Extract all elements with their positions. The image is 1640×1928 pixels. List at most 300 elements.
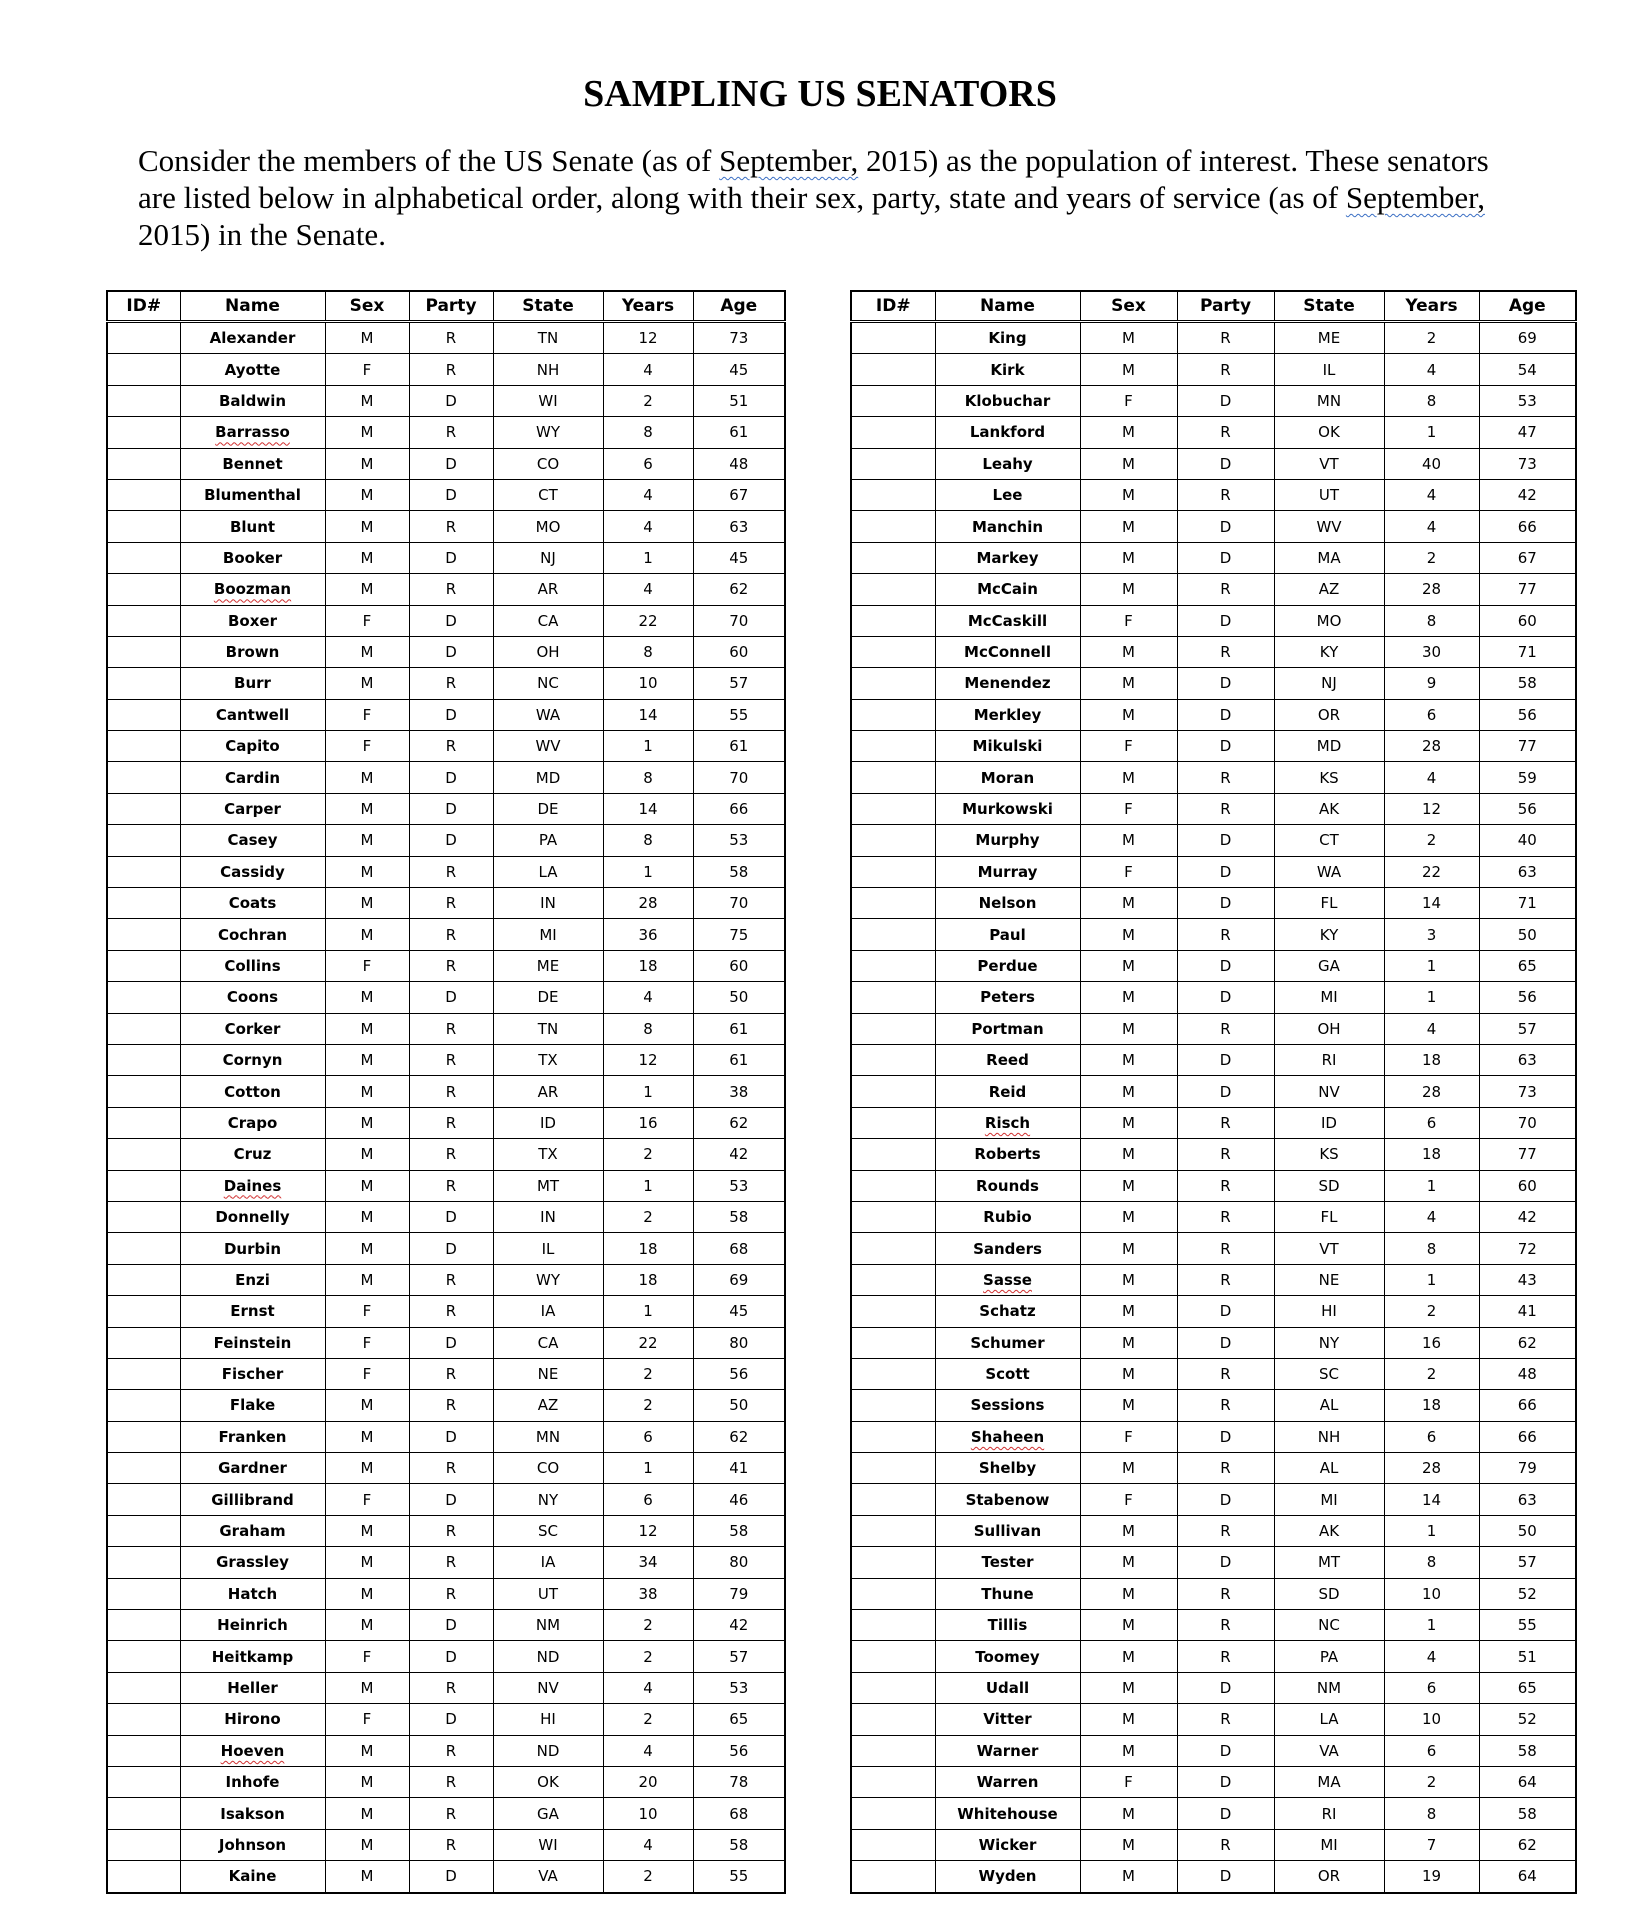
- cell-name: Capito: [180, 731, 325, 762]
- cell-name: Whitehouse: [935, 1798, 1080, 1829]
- cell-years: 1: [1384, 982, 1479, 1013]
- cell-party: R: [409, 950, 493, 981]
- cell-age: 80: [693, 1547, 785, 1578]
- column-header-age: Age: [693, 291, 785, 322]
- cell-sex: M: [1080, 1076, 1177, 1107]
- cell-sex: M: [325, 793, 409, 824]
- cell-name: Graham: [180, 1515, 325, 1546]
- cell-party: R: [1177, 919, 1274, 950]
- cell-party: D: [1177, 668, 1274, 699]
- cell-sex: F: [325, 950, 409, 981]
- table-header-row: [107, 291, 785, 322]
- cell-name: Moran: [935, 762, 1080, 793]
- cell-state: TN: [493, 1013, 603, 1044]
- cell-sex: M: [1080, 950, 1177, 981]
- cell-age: 64: [1479, 1861, 1576, 1893]
- cell-name: Roberts: [935, 1139, 1080, 1170]
- cell-sex: M: [325, 1201, 409, 1232]
- cell-age: 57: [1479, 1547, 1576, 1578]
- cell-party: R: [409, 417, 493, 448]
- cell-state: NY: [1274, 1327, 1384, 1358]
- table-row: [851, 574, 1576, 605]
- table-row: [851, 1453, 1576, 1484]
- cell-sex: M: [325, 511, 409, 542]
- cell-sex: M: [325, 448, 409, 479]
- table-row: [107, 888, 785, 919]
- column-header-name: Name: [935, 291, 1080, 322]
- table-row: [107, 950, 785, 981]
- cell-name: Burr: [180, 668, 325, 699]
- cell-years: 4: [603, 1672, 693, 1703]
- cell-age: 80: [693, 1327, 785, 1358]
- table-row: [107, 1327, 785, 1358]
- cell-party: D: [1177, 1672, 1274, 1703]
- table-row: [851, 605, 1576, 636]
- cell-state: IL: [493, 1233, 603, 1264]
- cell-age: 47: [1479, 417, 1576, 448]
- cell-sex: M: [1080, 1044, 1177, 1075]
- cell-state: AL: [1274, 1390, 1384, 1421]
- cell-state: ID: [493, 1107, 603, 1138]
- cell-years: 16: [1384, 1327, 1479, 1358]
- cell-state: GA: [493, 1798, 603, 1829]
- cell-name: Cantwell: [180, 699, 325, 730]
- cell-age: 60: [1479, 605, 1576, 636]
- cell-years: 10: [1384, 1578, 1479, 1609]
- table-row: [851, 385, 1576, 416]
- cell-party: D: [1177, 699, 1274, 730]
- cell-state: OR: [1274, 1861, 1384, 1893]
- table-row: [851, 919, 1576, 950]
- cell-party: R: [409, 354, 493, 385]
- cell-id: [107, 1013, 180, 1044]
- table-row: [851, 731, 1576, 762]
- cell-name: Carper: [180, 793, 325, 824]
- cell-party: D: [1177, 1484, 1274, 1515]
- cell-id: [851, 919, 935, 950]
- cell-state: SC: [493, 1515, 603, 1546]
- cell-party: D: [1177, 950, 1274, 981]
- cell-age: 50: [693, 1390, 785, 1421]
- cell-name: Stabenow: [935, 1484, 1080, 1515]
- table-row: [107, 1861, 785, 1893]
- cell-age: 56: [1479, 982, 1576, 1013]
- cell-id: [851, 1421, 935, 1452]
- cell-name: Daines: [180, 1170, 325, 1201]
- cell-sex: M: [325, 542, 409, 573]
- cell-state: MD: [1274, 731, 1384, 762]
- cell-age: 56: [1479, 699, 1576, 730]
- table-row: [851, 1484, 1576, 1515]
- cell-sex: F: [1080, 856, 1177, 887]
- cell-id: [107, 668, 180, 699]
- cell-years: 4: [1384, 1201, 1479, 1232]
- cell-party: D: [1177, 888, 1274, 919]
- cell-sex: M: [1080, 1170, 1177, 1201]
- cell-years: 12: [603, 1044, 693, 1075]
- cell-name: Sanders: [935, 1233, 1080, 1264]
- cell-state: VA: [493, 1861, 603, 1893]
- cell-sex: M: [1080, 919, 1177, 950]
- cell-party: D: [1177, 1861, 1274, 1893]
- cell-name: Corker: [180, 1013, 325, 1044]
- cell-name: Donnelly: [180, 1201, 325, 1232]
- cell-name: Murkowski: [935, 793, 1080, 824]
- cell-years: 30: [1384, 636, 1479, 667]
- cell-age: 58: [693, 1515, 785, 1546]
- cell-name: Sasse: [935, 1264, 1080, 1295]
- table-row: [107, 1578, 785, 1609]
- cell-sex: F: [1080, 385, 1177, 416]
- cell-party: D: [1177, 511, 1274, 542]
- cell-name: King: [935, 322, 1080, 354]
- cell-id: [851, 950, 935, 981]
- cell-state: OR: [1274, 699, 1384, 730]
- cell-state: PA: [493, 825, 603, 856]
- cell-party: R: [409, 1735, 493, 1766]
- cell-name: Feinstein: [180, 1327, 325, 1358]
- cell-age: 60: [693, 636, 785, 667]
- cell-party: R: [1177, 479, 1274, 510]
- cell-years: 4: [603, 982, 693, 1013]
- cell-id: [851, 1484, 935, 1515]
- cell-age: 57: [1479, 1013, 1576, 1044]
- cell-id: [851, 825, 935, 856]
- cell-party: R: [1177, 636, 1274, 667]
- cell-party: R: [1177, 1170, 1274, 1201]
- cell-name: Perdue: [935, 950, 1080, 981]
- cell-sex: M: [325, 888, 409, 919]
- cell-party: R: [1177, 1013, 1274, 1044]
- cell-sex: F: [325, 1296, 409, 1327]
- cell-id: [107, 1076, 180, 1107]
- cell-years: 6: [1384, 1672, 1479, 1703]
- cell-sex: M: [325, 1421, 409, 1452]
- table-row: [107, 1076, 785, 1107]
- column-header-name: Name: [180, 291, 325, 322]
- cell-name: Shaheen: [935, 1421, 1080, 1452]
- table-row: [851, 699, 1576, 730]
- cell-id: [851, 762, 935, 793]
- cell-age: 63: [693, 511, 785, 542]
- cell-state: CO: [493, 1453, 603, 1484]
- cell-id: [107, 731, 180, 762]
- cell-id: [107, 1672, 180, 1703]
- cell-years: 6: [1384, 699, 1479, 730]
- cell-name: Brown: [180, 636, 325, 667]
- cell-name: McCain: [935, 574, 1080, 605]
- cell-name: Nelson: [935, 888, 1080, 919]
- table-row: [107, 354, 785, 385]
- cell-years: 16: [603, 1107, 693, 1138]
- cell-years: 14: [603, 699, 693, 730]
- cell-name: Collins: [180, 950, 325, 981]
- cell-id: [851, 385, 935, 416]
- cell-id: [851, 1076, 935, 1107]
- cell-years: 20: [603, 1766, 693, 1797]
- cell-sex: M: [1080, 888, 1177, 919]
- cell-sex: M: [1080, 1453, 1177, 1484]
- cell-years: 10: [603, 1798, 693, 1829]
- cell-id: [851, 1139, 935, 1170]
- cell-id: [107, 1484, 180, 1515]
- cell-state: WV: [1274, 511, 1384, 542]
- cell-name: Rubio: [935, 1201, 1080, 1232]
- cell-id: [107, 1139, 180, 1170]
- cell-sex: F: [325, 1358, 409, 1389]
- cell-age: 68: [693, 1233, 785, 1264]
- cell-name: Murray: [935, 856, 1080, 887]
- cell-id: [107, 542, 180, 573]
- table-row: [107, 1233, 785, 1264]
- cell-age: 40: [1479, 825, 1576, 856]
- cell-state: OK: [493, 1766, 603, 1797]
- cell-id: [851, 982, 935, 1013]
- cell-age: 62: [693, 574, 785, 605]
- cell-id: [851, 1233, 935, 1264]
- cell-age: 61: [693, 1044, 785, 1075]
- table-row: [107, 919, 785, 950]
- cell-sex: F: [1080, 793, 1177, 824]
- table-row: [851, 1201, 1576, 1232]
- cell-age: 42: [1479, 479, 1576, 510]
- cell-years: 8: [1384, 605, 1479, 636]
- cell-state: AK: [1274, 793, 1384, 824]
- cell-name: Cruz: [180, 1139, 325, 1170]
- intro-text-1: Consider the members of the US Senate (as of: [138, 143, 720, 178]
- cell-party: R: [409, 1107, 493, 1138]
- column-header-age: Age: [1479, 291, 1576, 322]
- cell-sex: F: [325, 354, 409, 385]
- cell-name: Wyden: [935, 1861, 1080, 1893]
- cell-name: Durbin: [180, 1233, 325, 1264]
- cell-name: Gillibrand: [180, 1484, 325, 1515]
- cell-state: KY: [1274, 919, 1384, 950]
- cell-id: [107, 762, 180, 793]
- cell-name: Cotton: [180, 1076, 325, 1107]
- table-row: [851, 417, 1576, 448]
- cell-id: [851, 1390, 935, 1421]
- cell-sex: M: [325, 856, 409, 887]
- cell-party: D: [1177, 825, 1274, 856]
- cell-state: MA: [1274, 542, 1384, 573]
- cell-party: R: [409, 919, 493, 950]
- cell-years: 2: [603, 1704, 693, 1735]
- cell-name: Grassley: [180, 1547, 325, 1578]
- cell-years: 4: [603, 1829, 693, 1860]
- cell-age: 43: [1479, 1264, 1576, 1295]
- cell-state: NC: [493, 668, 603, 699]
- cell-age: 46: [693, 1484, 785, 1515]
- cell-sex: F: [325, 1484, 409, 1515]
- table-row: [851, 1766, 1576, 1797]
- cell-party: R: [1177, 1704, 1274, 1735]
- cell-id: [851, 1672, 935, 1703]
- cell-sex: M: [325, 1515, 409, 1546]
- cell-years: 18: [1384, 1139, 1479, 1170]
- cell-years: 12: [603, 322, 693, 354]
- cell-party: D: [409, 793, 493, 824]
- cell-years: 8: [603, 1013, 693, 1044]
- cell-sex: M: [325, 1076, 409, 1107]
- cell-sex: M: [1080, 542, 1177, 573]
- cell-name: Gardner: [180, 1453, 325, 1484]
- cell-years: 6: [603, 1421, 693, 1452]
- cell-sex: F: [1080, 605, 1177, 636]
- cell-id: [851, 574, 935, 605]
- cell-sex: M: [325, 479, 409, 510]
- cell-party: R: [409, 1453, 493, 1484]
- table-row: [851, 1358, 1576, 1389]
- cell-sex: M: [1080, 982, 1177, 1013]
- cell-id: [851, 1296, 935, 1327]
- cell-sex: M: [325, 1735, 409, 1766]
- cell-state: FL: [1274, 1201, 1384, 1232]
- table-row: [851, 1829, 1576, 1860]
- cell-name: Toomey: [935, 1641, 1080, 1672]
- cell-age: 42: [693, 1610, 785, 1641]
- cell-age: 54: [1479, 354, 1576, 385]
- column-header-years: Years: [1384, 291, 1479, 322]
- cell-sex: M: [1080, 636, 1177, 667]
- cell-state: AR: [493, 1076, 603, 1107]
- cell-years: 6: [1384, 1735, 1479, 1766]
- cell-age: 62: [693, 1107, 785, 1138]
- cell-state: DE: [493, 793, 603, 824]
- cell-age: 50: [1479, 1515, 1576, 1546]
- cell-party: D: [1177, 1766, 1274, 1797]
- senators-table-left: [106, 290, 786, 1894]
- cell-state: ME: [493, 950, 603, 981]
- table-row: [851, 322, 1576, 354]
- cell-age: 69: [1479, 322, 1576, 354]
- cell-name: Baldwin: [180, 385, 325, 416]
- cell-state: AR: [493, 574, 603, 605]
- cell-state: NJ: [493, 542, 603, 573]
- column-header-state: State: [493, 291, 603, 322]
- cell-years: 7: [1384, 1829, 1479, 1860]
- table-row: [107, 1296, 785, 1327]
- cell-age: 58: [1479, 668, 1576, 699]
- cell-party: R: [1177, 417, 1274, 448]
- cell-state: LA: [493, 856, 603, 887]
- table-row: [851, 1735, 1576, 1766]
- cell-name: Kirk: [935, 354, 1080, 385]
- cell-id: [851, 1610, 935, 1641]
- cell-id: [107, 950, 180, 981]
- cell-age: 63: [1479, 856, 1576, 887]
- cell-name: Inhofe: [180, 1766, 325, 1797]
- cell-id: [107, 1861, 180, 1893]
- cell-id: [851, 479, 935, 510]
- cell-id: [851, 1861, 935, 1893]
- cell-state: MD: [493, 762, 603, 793]
- cell-party: D: [409, 448, 493, 479]
- cell-years: 28: [1384, 1076, 1479, 1107]
- cell-id: [851, 856, 935, 887]
- cell-id: [851, 511, 935, 542]
- cell-state: ND: [493, 1641, 603, 1672]
- table-row: [107, 574, 785, 605]
- cell-sex: M: [325, 1798, 409, 1829]
- intro-month-1: September,: [719, 143, 859, 178]
- cell-party: D: [409, 479, 493, 510]
- table-row: [851, 1327, 1576, 1358]
- column-header-id: ID#: [851, 291, 935, 322]
- cell-id: [107, 479, 180, 510]
- cell-sex: M: [1080, 322, 1177, 354]
- cell-name: Sullivan: [935, 1515, 1080, 1546]
- cell-name: Risch: [935, 1107, 1080, 1138]
- cell-party: R: [409, 1798, 493, 1829]
- cell-party: R: [1177, 1358, 1274, 1389]
- cell-sex: M: [1080, 1515, 1177, 1546]
- cell-years: 8: [603, 636, 693, 667]
- cell-id: [851, 542, 935, 573]
- cell-age: 55: [1479, 1610, 1576, 1641]
- cell-name: Shelby: [935, 1453, 1080, 1484]
- cell-age: 73: [1479, 448, 1576, 479]
- cell-age: 58: [1479, 1798, 1576, 1829]
- cell-name: Tillis: [935, 1610, 1080, 1641]
- table-row: [851, 793, 1576, 824]
- cell-years: 6: [1384, 1107, 1479, 1138]
- cell-party: R: [409, 856, 493, 887]
- table-row: [107, 982, 785, 1013]
- cell-state: WA: [1274, 856, 1384, 887]
- cell-id: [851, 417, 935, 448]
- cell-name: Casey: [180, 825, 325, 856]
- cell-name: Warren: [935, 1766, 1080, 1797]
- cell-state: OH: [1274, 1013, 1384, 1044]
- table-row: [851, 1139, 1576, 1170]
- cell-state: AZ: [1274, 574, 1384, 605]
- cell-age: 57: [693, 1641, 785, 1672]
- cell-id: [107, 982, 180, 1013]
- cell-party: R: [1177, 1453, 1274, 1484]
- cell-id: [107, 1421, 180, 1452]
- cell-id: [851, 605, 935, 636]
- table-row: [107, 605, 785, 636]
- cell-party: D: [1177, 1044, 1274, 1075]
- cell-years: 2: [603, 385, 693, 416]
- cell-years: 2: [1384, 1358, 1479, 1389]
- cell-years: 2: [603, 1201, 693, 1232]
- table-row: [107, 1139, 785, 1170]
- cell-state: ND: [493, 1735, 603, 1766]
- table-row: [851, 668, 1576, 699]
- cell-state: CT: [493, 479, 603, 510]
- cell-state: VA: [1274, 1735, 1384, 1766]
- table-row: [851, 1170, 1576, 1201]
- table-row: [107, 1672, 785, 1703]
- cell-age: 73: [1479, 1076, 1576, 1107]
- cell-id: [107, 1641, 180, 1672]
- cell-years: 2: [1384, 825, 1479, 856]
- table-row: [107, 1170, 785, 1201]
- table-row: [851, 354, 1576, 385]
- cell-name: Bennet: [180, 448, 325, 479]
- cell-party: R: [409, 1578, 493, 1609]
- cell-state: SC: [1274, 1358, 1384, 1389]
- cell-state: AZ: [493, 1390, 603, 1421]
- table-row: [851, 888, 1576, 919]
- cell-years: 14: [603, 793, 693, 824]
- table-row: [107, 1610, 785, 1641]
- cell-sex: M: [1080, 1327, 1177, 1358]
- cell-age: 67: [693, 479, 785, 510]
- cell-party: R: [409, 888, 493, 919]
